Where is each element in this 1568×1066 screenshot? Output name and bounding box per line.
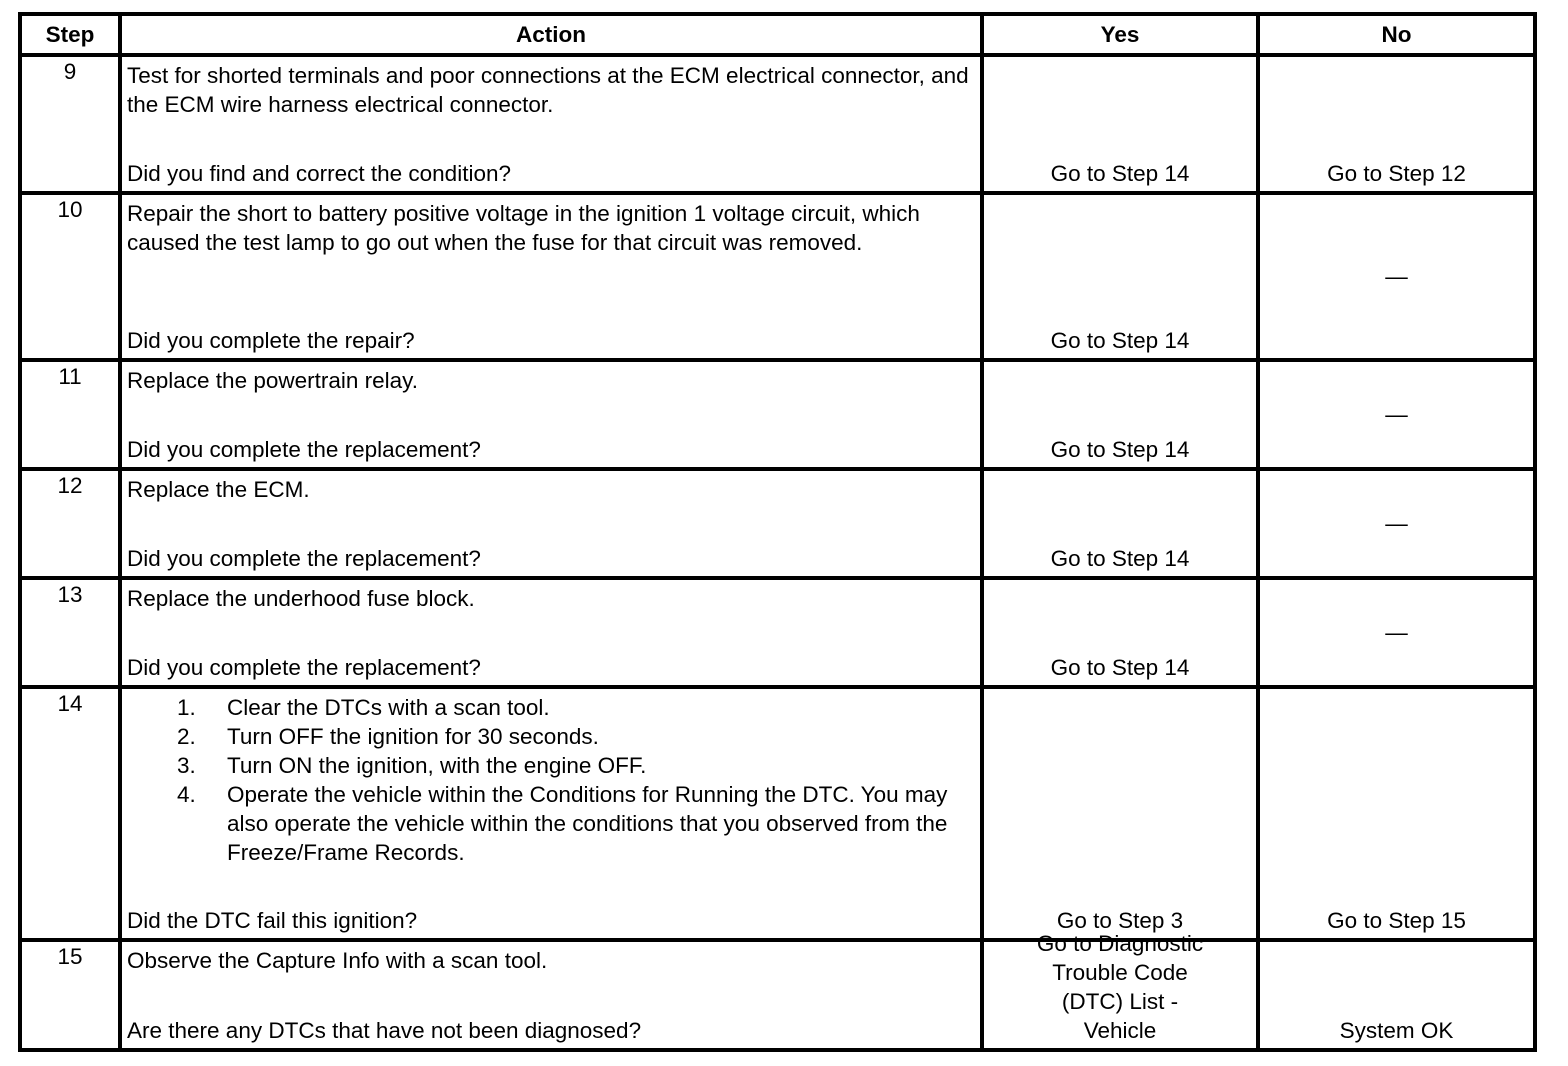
table-row: [20, 193, 1535, 360]
yes-cell: [982, 55, 1258, 193]
step-number: 15: [20, 940, 120, 1050]
numbered-list: [127, 693, 976, 867]
header-step: Step: [20, 14, 120, 55]
no-cell: [1258, 940, 1535, 1050]
diagnostic-table: [18, 12, 1537, 1052]
no-result: —: [1385, 401, 1408, 427]
yes-cell: [982, 360, 1258, 469]
action-question: Did you complete the replacement?: [127, 655, 481, 680]
step-number: 14: [20, 687, 120, 940]
action-cell: [120, 469, 982, 578]
action-cell: [120, 55, 982, 193]
list-number: 4.: [177, 782, 196, 807]
list-number: 3.: [177, 753, 196, 778]
step-number: 12: [20, 469, 120, 578]
action-text: Repair the short to battery positive voltage in the ignition 1 voltage circuit, which caused the test lamp to go out when the fuse for that circuit was removed.: [127, 201, 920, 255]
action-text: Test for shorted terminals and poor connections at the ECM electrical connector, and the ECM wire harness electrical connector.: [127, 63, 969, 117]
no-cell: [1258, 578, 1535, 687]
yes-cell: [982, 469, 1258, 578]
no-result: System OK: [1339, 1018, 1454, 1043]
action-question: Did you find and correct the condition?: [127, 161, 511, 186]
yes-cell: [982, 578, 1258, 687]
list-text: Operate the vehicle within the Conditions for Running the DTC. You may also operate the vehicle within the conditions that you observed from the Freeze/Frame Records.: [227, 782, 948, 865]
action-question: Did you complete the replacement?: [127, 437, 481, 462]
yes-result: Go to Step 14: [1050, 437, 1190, 462]
action-text: Observe the Capture Info with a scan tool.: [127, 948, 548, 973]
table-row: [20, 687, 1535, 940]
list-number: 2.: [177, 724, 196, 749]
step-number: 10: [20, 193, 120, 360]
header-action: Action: [120, 14, 982, 55]
yes-cell: [982, 193, 1258, 360]
action-question: Did you complete the repair?: [127, 328, 415, 353]
header-no: No: [1258, 14, 1535, 55]
no-result: —: [1385, 263, 1408, 289]
no-result: —: [1385, 619, 1408, 645]
no-cell: [1258, 469, 1535, 578]
no-cell: [1258, 55, 1535, 193]
list-text: Turn OFF the ignition for 30 seconds.: [227, 724, 599, 749]
yes-result: Go to Step 14: [1050, 161, 1190, 186]
yes-result: Go to Diagnostic Trouble Code (DTC) List - Vehicle: [1036, 931, 1204, 1043]
action-steps: [127, 693, 976, 867]
list-item: [127, 722, 976, 751]
yes-cell: [982, 931, 1258, 1050]
action-question: Did you complete the replacement?: [127, 546, 481, 571]
table-row: [20, 55, 1535, 193]
step-number: 13: [20, 578, 120, 687]
yes-result: Go to Step 14: [1050, 328, 1190, 353]
no-result: Go to Step 15: [1327, 908, 1466, 933]
action-cell: [120, 193, 982, 360]
yes-result: Go to Step 14: [1050, 546, 1190, 571]
table-row: [20, 940, 1535, 1050]
header-yes: Yes: [982, 14, 1258, 55]
yes-result: Go to Step 3: [1056, 908, 1184, 933]
step-number: 9: [20, 55, 120, 193]
action-text: Replace the underhood fuse block.: [127, 586, 475, 611]
header-row: [20, 14, 1535, 55]
action-question: Did the DTC fail this ignition?: [127, 908, 418, 933]
list-text: Turn ON the ignition, with the engine OFF.: [227, 753, 647, 778]
action-cell: [120, 940, 982, 1050]
no-result: Go to Step 12: [1327, 161, 1466, 186]
table-row: [20, 578, 1535, 687]
action-cell: [120, 578, 982, 687]
list-number: 1.: [177, 695, 196, 720]
list-item: [127, 751, 976, 780]
no-cell: [1258, 360, 1535, 469]
no-cell: [1258, 193, 1535, 360]
action-cell: [120, 687, 982, 940]
table-row: [20, 360, 1535, 469]
no-cell: [1258, 687, 1535, 940]
list-item: [127, 693, 976, 722]
action-text: Replace the powertrain relay.: [127, 368, 418, 393]
list-item: [127, 780, 976, 867]
list-text: Clear the DTCs with a scan tool.: [227, 695, 550, 720]
action-question: Are there any DTCs that have not been diagnosed?: [127, 1018, 642, 1043]
yes-cell: [982, 687, 1258, 940]
yes-result: Go to Step 14: [1050, 655, 1190, 680]
step-number: 11: [20, 360, 120, 469]
action-cell: [120, 360, 982, 469]
action-text: Replace the ECM.: [127, 477, 310, 502]
table-row: [20, 469, 1535, 578]
no-result: —: [1385, 510, 1408, 536]
